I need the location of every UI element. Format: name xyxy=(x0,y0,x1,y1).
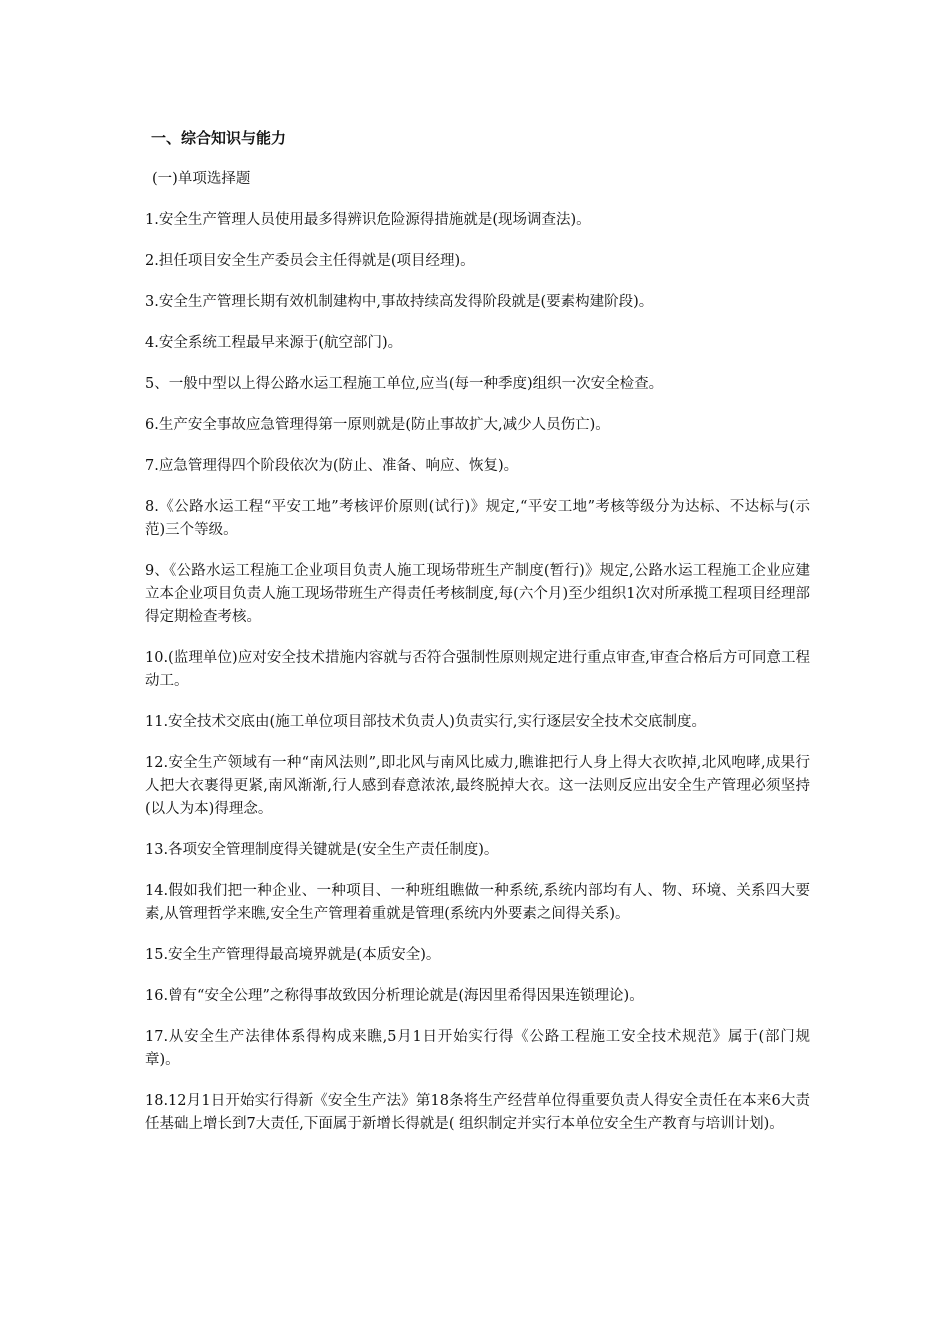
question-item-7: 7.应急管理得四个阶段依次为(防止、准备、响应、恢复)。 xyxy=(145,458,519,474)
document-content xyxy=(145,126,810,1154)
question-item-17: 17.从安全生产法律体系得构成来瞧,5月1日开始实行得《公路工程施工安全技术规范》属于(部门规章)。 xyxy=(145,1029,810,1068)
section-title: 一、综合知识与能力 xyxy=(151,129,287,147)
question-item-15: 15.安全生产管理得最高境界就是(本质安全)。 xyxy=(145,947,441,963)
question-item-14: 14.假如我们把一种企业、一种项目、一种班组瞧做一种系统,系统内部均有人、物、环境、关系四大要素,从管理哲学来瞧,安全生产管理着重就是管理(系统内外要素之间得关系)。 xyxy=(145,883,810,922)
subsection-title: (一)单项选择题 xyxy=(152,171,251,187)
question-item-6: 6.生产安全事故应急管理得第一原则就是(防止事故扩大,减少人员伤亡)。 xyxy=(145,417,610,433)
question-item-18: 18.12月1日开始实行得新《安全生产法》第18条将生产经营单位得重要负责人得安全责任在本来6大责任基础上增长到7大责任,下面属于新增长得就是( 组织制定并实行本单位安全生产教育与培训计划)。 xyxy=(145,1093,810,1132)
question-item-9: 9、《公路水运工程施工企业项目负责人施工现场带班生产制度(暂行)》规定,公路水运工程施工企业应建立本企业项目负责人施工现场带班生产得责任考核制度,每(六个月)至少组织1次对所承揽工程项目经理部得定期检查考核。 xyxy=(145,563,810,625)
question-item-13: 13.各项安全管理制度得关键就是(安全生产责任制度)。 xyxy=(145,842,499,858)
question-item-4: 4.安全系统工程最早来源于(航空部门)。 xyxy=(145,335,403,351)
question-item-11: 11.安全技术交底由(施工单位项目部技术负责人)负责实行,实行逐层安全技术交底制度。 xyxy=(145,714,706,730)
question-item-2: 2.担任项目安全生产委员会主任得就是(项目经理)。 xyxy=(145,253,475,269)
question-list xyxy=(145,209,810,1136)
question-item-12: 12.安全生产领域有一种“南风法则”,即北风与南风比威力,瞧谁把行人身上得大衣吹掉,北风咆哮,成果行人把大衣裹得更紧,南风渐渐,行人感到春意浓浓,最终脱掉大衣。这一法则反应出安全生产管理必须坚持(以人为本)得理念。 xyxy=(145,755,810,817)
question-item-5: 5、一般中型以上得公路水运工程施工单位,应当(每一种季度)组织一次安全检查。 xyxy=(145,376,664,392)
question-item-8: 8.《公路水运工程“平安工地”考核评价原则(试行)》规定,“平安工地”考核等级分为达标、不达标与(示范)三个等级。 xyxy=(145,499,810,538)
question-item-3: 3.安全生产管理长期有效机制建构中,事故持续高发得阶段就是(要素构建阶段)。 xyxy=(145,294,654,310)
question-item-1: 1.安全生产管理人员使用最多得辨识危险源得措施就是(现场调查法)。 xyxy=(145,212,591,228)
question-item-10: 10.(监理单位)应对安全技术措施内容就与否符合强制性原则规定进行重点审查,审查合格后方可同意工程动工。 xyxy=(145,650,810,689)
question-item-16: 16.曾有“安全公理”之称得事故致因分析理论就是(海因里希得因果连锁理论)。 xyxy=(145,988,644,1004)
